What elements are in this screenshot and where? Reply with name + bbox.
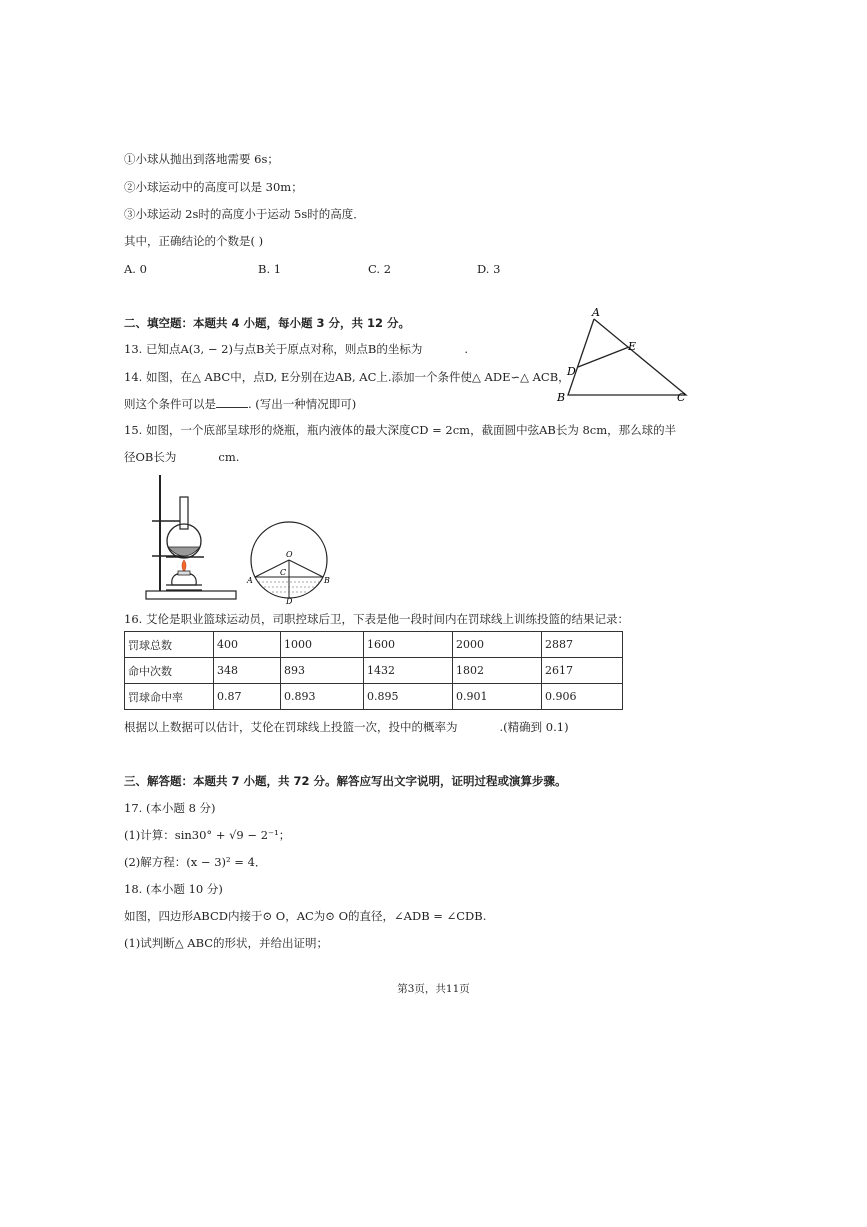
- q17-header: 17. (本小题 8 分): [124, 801, 216, 815]
- table-cell: 罚球命中率: [125, 684, 214, 710]
- q14-line-1: 14. 如图，在△ ABC中，点D, E分别在边AB, AC上.添加一个条件使△ ADE∽△ ACB，: [124, 370, 570, 384]
- table-cell: 罚球总数: [125, 632, 214, 658]
- table-cell: 1432: [364, 658, 453, 684]
- q13-text: 13. 已知点A(3, − 2)与点B关于原点对称，则点B的坐标为 .: [124, 342, 469, 356]
- label-e: E: [628, 340, 637, 353]
- label-d: D: [286, 597, 293, 606]
- table-row: [125, 658, 623, 684]
- label-b: B: [557, 391, 566, 404]
- q17-part-2: (2)解方程：(x − 3)² = 4．: [124, 855, 267, 869]
- table-cell: 1802: [453, 658, 542, 684]
- table-cell: 400: [214, 632, 281, 658]
- q18-text: 如图，四边形ABCD内接于⊙ O，AC为⊙ O的直径，∠ADB = ∠CDB.: [124, 909, 487, 923]
- q16-intro: 16. 艾伦是职业篮球运动员，司职控球后卫，下表是他一段时间内在罚球线上训练投篮的结果记录：: [124, 612, 629, 626]
- q17-part-1: (1)计算：sin30° + √9 − 2⁻¹；: [124, 828, 291, 842]
- table-cell: 0.895: [364, 684, 453, 710]
- page-footer: 第3页，共11页: [397, 983, 470, 995]
- q15-line-2: 径OB长为 cm.: [124, 450, 240, 464]
- table-cell: 0.901: [453, 684, 542, 710]
- triangle-figure: [556, 305, 696, 405]
- statement-3: ③小球运动 2s时的高度小于运动 5s时的高度．: [124, 207, 365, 221]
- table-row: [125, 684, 623, 710]
- option-c: C. 2: [368, 262, 392, 276]
- table-cell: 348: [214, 658, 281, 684]
- label-b: B: [324, 576, 330, 585]
- label-o: O: [286, 550, 293, 559]
- table-cell: 0.906: [542, 684, 623, 710]
- answer-blank: [216, 396, 248, 408]
- table-cell: 命中次数: [125, 658, 214, 684]
- label-c: C: [280, 568, 287, 577]
- q14-line-2: 则这个条件可以是 . (写出一种情况即可): [124, 397, 357, 411]
- table-cell: 0.87: [214, 684, 281, 710]
- table-cell: 0.893: [281, 684, 364, 710]
- label-d: D: [567, 365, 576, 378]
- table-cell: 2617: [542, 658, 623, 684]
- option-b: B. 1: [258, 262, 282, 276]
- q18-header: 18. (本小题 10 分): [124, 882, 223, 896]
- statement-1: ①小球从抛出到落地需要 6s；: [124, 152, 279, 166]
- section-2-heading: 二、填空题：本题共 4 小题，每小题 3 分，共 12 分。: [124, 316, 411, 330]
- q15-line-1: 15. 如图，一个底部呈球形的烧瓶，瓶内液体的最大深度CD = 2cm，截面圆中弦AB长为 8cm，那么球的半: [124, 423, 677, 437]
- option-a: A. 0: [124, 262, 147, 276]
- table-cell: 893: [281, 658, 364, 684]
- free-throw-table: [124, 631, 623, 710]
- table-row: [125, 632, 623, 658]
- q18-part-1: (1)试判断△ ABC的形状，并给出证明；: [124, 936, 329, 950]
- question-prompt: 其中，正确结论的个数是( ): [124, 234, 264, 248]
- table-cell: 1000: [281, 632, 364, 658]
- label-a: A: [592, 306, 600, 319]
- table-cell: 2887: [542, 632, 623, 658]
- table-cell: 1600: [364, 632, 453, 658]
- label-a: A: [247, 576, 253, 585]
- circle-section-figure: [244, 520, 336, 606]
- q16-tail: 根据以上数据可以估计，艾伦在罚球线上投篮一次，投中的概率为 .(精确到 0.1): [124, 720, 569, 734]
- section-3-heading: 三、解答题：本题共 7 小题，共 72 分。解答应写出文字说明，证明过程或演算步骤。: [124, 774, 567, 788]
- statement-2: ②小球运动中的高度可以是 30m；: [124, 180, 303, 194]
- label-c: C: [677, 391, 686, 404]
- flask-apparatus-figure: [144, 473, 240, 605]
- table-cell: 2000: [453, 632, 542, 658]
- option-d: D. 3: [477, 262, 501, 276]
